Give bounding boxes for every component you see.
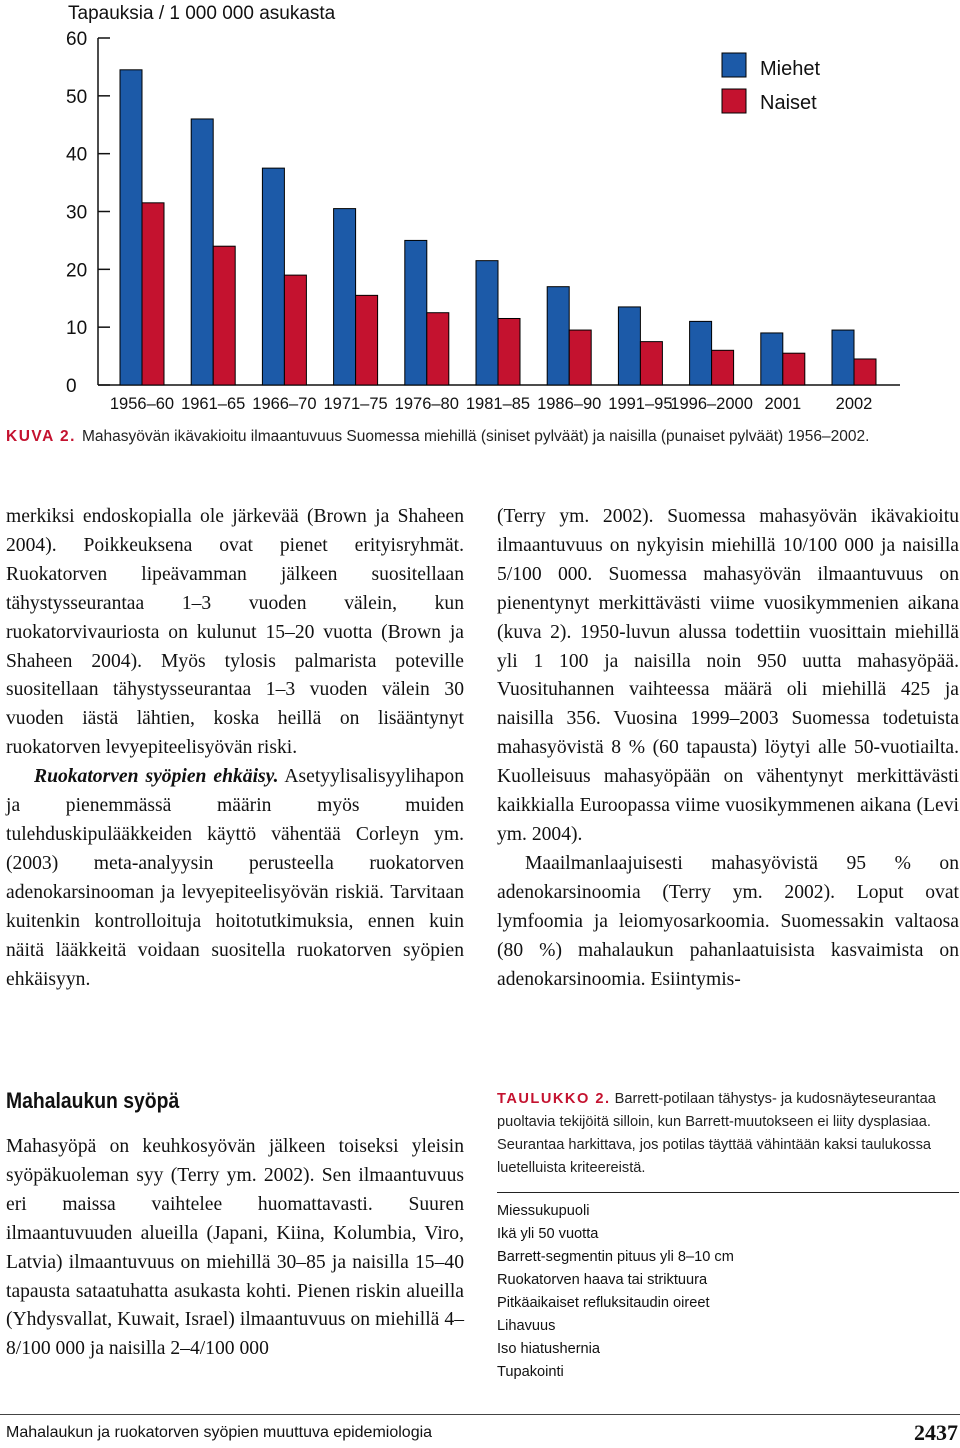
table-caption [497,1088,959,1180]
y-tick-label: 60 [66,29,88,50]
x-tick-label: 2002 [835,395,873,413]
x-tick-label: 1961–65 [181,395,246,413]
y-tick-label: 40 [66,144,88,166]
x-tick-label: 1981–85 [465,395,531,413]
bar-miehet-6 [476,261,498,385]
x-tick-label: 1991–95 [608,395,673,413]
x-tick-label: 1976–80 [394,395,459,413]
bar-naiset-9 [712,350,734,385]
paragraph-prevention-text: Asetyylisalisyylihapon ja pienemmässä määrin myös muiden tulehduskipulääkkeiden käyttö vähentää Corleyn ym. (2003) meta-analyysin perusteella ruokatorven adenokarsinooman ja levyepiteelisyövän riskiä. Tarvitaan kuitenkin kontrolloituja hoitotutkimuksia, ennen kuin näitä lääkkeitä voidaan suositella ruokatorven syöpien ehkäisyyn. [6,766,464,990]
paragraph-gastric-cancer: Mahasyöpä on keuhkosyövän jälkeen toiseksi yleisin syöpäkuoleman syy (Terry ym. 2002). Sen ilmaantuvuus eri maissa vaihtelee huomattavasti. Suuren ilmaantuvuuden alueilla (Japani, Kiina, Kolumbia, Viro, Latvia) ilmaantuvuus on miehillä 30–85 ja naisilla 15–40 tapausta sataatuhatta asukasta kohti. Pienen riskin alueilla (Yhdysvallat, Kuwait, Israel) ilmaantuvuus on miehillä 4–8/100 000 ja naisilla 2–4/100 000 [6,1136,464,1360]
bars [120,70,876,385]
table-criteria-list [497,1200,959,1384]
figure-caption [6,428,956,446]
x-tick-label: 1996–2000 [670,395,753,413]
table-item: Pitkäaikaiset refluksitaudin oireet [497,1295,710,1311]
bar-naiset-7 [569,330,591,385]
legend [722,53,820,114]
subheading-prevention: Ruokatorven syöpien ehkäisy. [34,766,279,788]
x-tick-label: 1966–70 [252,395,317,413]
bar-naiset-5 [427,313,449,385]
table-item: Barrett-segmentin pituus yli 8–10 cm [497,1249,734,1265]
paragraph-endoscopy: merkiksi endoskopialla ole järkevää (Brown ja Shaheen 2004). Poikkeuksena ovat pienet erityisryhmät. Ruokatorven lipeävamman jälkeen suositellaan tähystysseurantaa 1–3 vuoden välein, kun ruokatorvivauriosta on kulunut 15–20 vuotta (Brown ja Shaheen 2004). Myös tylosis palmarista poteville suositellaan tähystysseurantaa 1–3 vuoden välein 30 vuoden iästä lähtien, koska heillä on lisääntynyt ruokatorven levyepiteelisyövän riski. [6,506,464,759]
legend-label-naiset: Naiset [760,92,817,114]
table-item: Ikä yli 50 vuotta [497,1226,599,1242]
bar-naiset-6 [498,318,520,385]
section-heading: Mahalaukun syöpä [6,1088,180,1113]
bar-miehet-11 [832,330,854,385]
x-axis-ticks [110,395,872,413]
bar-naiset-4 [356,295,378,385]
table-item: Lihavuus [497,1318,556,1334]
footer-rule [0,1414,960,1415]
bar-miehet-8 [618,307,640,385]
bar-miehet-1 [120,70,142,385]
table-item: Iso hiatushernia [497,1341,601,1357]
bar-miehet-4 [334,209,356,385]
bar-miehet-3 [262,168,284,385]
x-tick-label: 1971–75 [323,395,388,413]
left-column-text [6,503,464,994]
bar-naiset-11 [854,359,876,385]
footer-title: Mahalaukun ja ruokatorven syöpien muuttuva epidemiologia [6,1424,433,1441]
x-tick-label: 2001 [764,395,802,413]
legend-swatch-naiset [722,89,746,113]
paragraph-prevention [6,763,464,994]
table-caption-label: TAULUKKO 2. [497,1091,611,1107]
legend-swatch-miehet [722,53,746,77]
page-number: 2437 [914,1420,958,1445]
y-tick-label: 50 [66,86,88,108]
bar-naiset-3 [284,275,306,385]
bar-miehet-10 [761,333,783,385]
y-tick-label: 20 [66,260,88,282]
table-item: Miessukupuoli [497,1203,590,1219]
bar-naiset-8 [640,342,662,385]
bar-miehet-5 [405,240,427,385]
y-tick-label: 30 [66,202,88,224]
figure-caption-text: Mahasyövän ikävakioitu ilmaantuvuus Suomessa miehillä (siniset pylväät) ja naisilla (punaiset pylväät) 1956–2002. [81,428,870,445]
section-body [6,1133,464,1364]
bar-naiset-10 [783,353,805,385]
bar-miehet-2 [191,119,213,385]
table-2 [497,1088,959,1384]
incidence-bar-chart [0,0,960,420]
y-tick-label: 10 [66,318,88,340]
bar-miehet-9 [690,321,712,385]
bar-miehet-7 [547,287,569,385]
right-column-text [497,503,959,994]
table-item: Ruokatorven haava tai striktuura [497,1272,708,1288]
bar-naiset-2 [213,246,235,385]
bar-naiset-1 [142,203,164,385]
figure-caption-label: KUVA 2. [6,428,76,445]
paragraph-incidence-finland: (Terry ym. 2002). Suomessa mahasyövän ikävakioitu ilmaantuvuus on nykyisin miehillä 10/100 000 ja naisilla 5/100 000. Suomessa mahasyövän ilmaantuvuus on pienentynyt merkittävästi viime vuosikymmenien aikana (kuva 2). 1950-luvun alussa todettiin vuosittain miehillä yli 1 100 ja naisilla noin 950 uutta mahasyöpää. Vuosituhannen vaihteessa määrä oli miehillä 425 ja naisilla 356. Vuosina 1999–2003 Suomessa todetuista mahasyövistä 8 % (60 tapausta) löytyi alle 50-vuotiailta. Kuolleisuus mahasyöpään on vähentynyt merkittävästi kaikkialla Euroopassa viime vuosikymmenen aikana (Levi ym. 2004). [497,506,959,845]
y-tick-label: 0 [66,376,77,397]
table-caption-text: Barrett-potilaan tähystys- ja kudosnäyteseurantaa puoltavia tekijöitä silloin, kun Barrett-muutokseen ei liity dysplasiaa. Seurantaa harkittava, jos potilas täyttää vähintään kaksi taulukossa luetelluista kriteereistä. [497,1091,936,1176]
x-tick-label: 1956–60 [109,395,175,413]
x-tick-label: 1986–90 [537,395,602,413]
paragraph-worldwide: Maailmanlaajuisesti mahasyövistä 95 % on adenokarsinoomia (Terry ym. 2002). Loput ovat lymfoomia ja leiomyosarkoomia. Suomessakin valtaosa (80 %) mahalaukun pahanlaatuisista kasvaimista on adenokarsinoomia. Esiintymis- [497,852,959,990]
table-item: Tupakointi [497,1364,564,1380]
legend-label-miehet: Miehet [760,58,821,80]
y-axis-label: Tapauksia / 1 000 000 asukasta [68,3,336,24]
table-rule [497,1192,959,1193]
